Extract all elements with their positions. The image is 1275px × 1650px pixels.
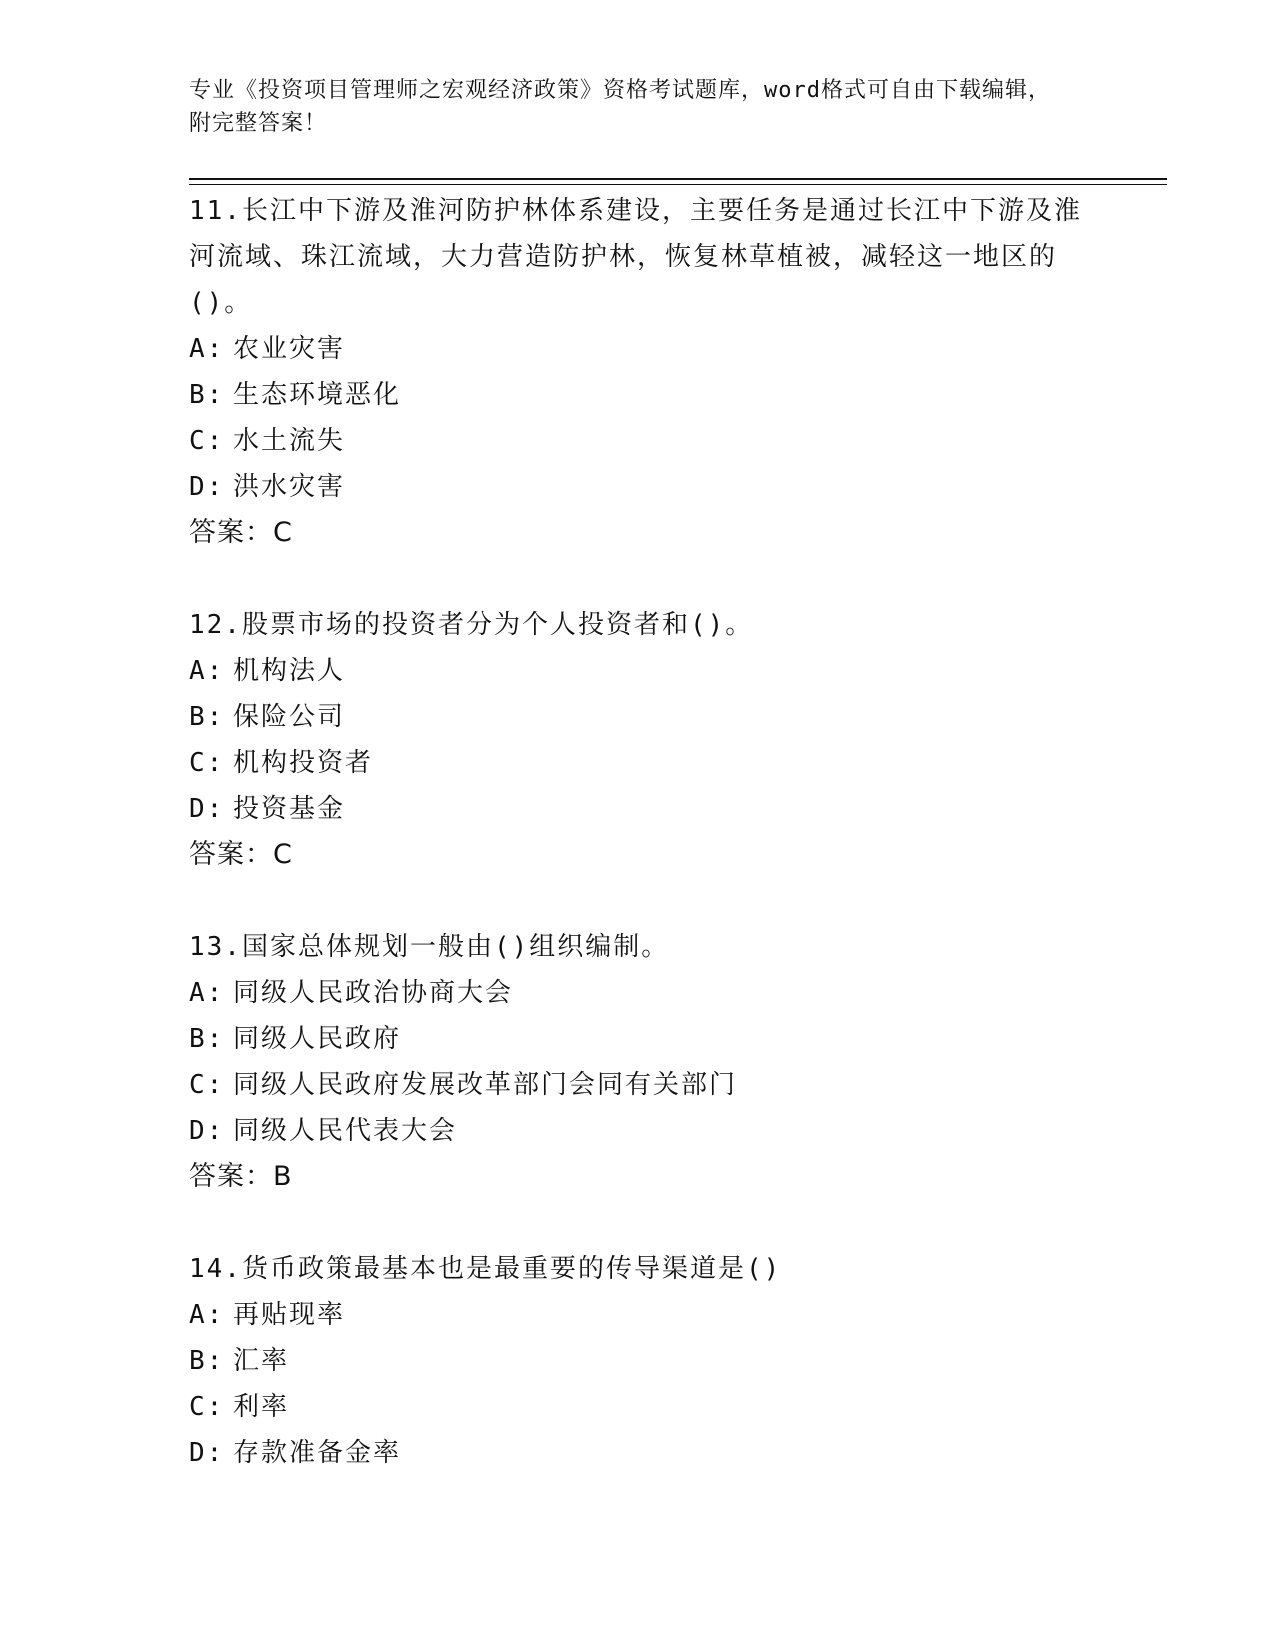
option-text: 机构投资者 <box>233 748 374 778</box>
answer-line: 答案：B <box>189 1161 293 1192</box>
option-c <box>189 740 1089 786</box>
option-letter: D: <box>189 1116 225 1146</box>
question-12 <box>189 602 1089 878</box>
option-letter: B: <box>189 702 225 732</box>
option-letter: A: <box>189 978 225 1008</box>
option-letter: B: <box>189 1346 225 1376</box>
option-a <box>189 1292 1089 1338</box>
option-d <box>189 1108 1089 1154</box>
option-text: 水土流失 <box>233 426 346 456</box>
option-b <box>189 1338 1089 1384</box>
option-a <box>189 326 1089 372</box>
option-text: 存款准备金率 <box>233 1438 402 1468</box>
option-text: 再贴现率 <box>233 1300 346 1330</box>
option-text: 利率 <box>233 1392 290 1422</box>
option-c <box>189 1062 1089 1108</box>
option-d <box>189 464 1089 510</box>
document-header: 专业《投资项目管理师之宏观经济政策》资格考试题库，word格式可自由下载编辑，附完整答案！ <box>189 78 1051 136</box>
option-a <box>189 648 1089 694</box>
option-letter: C: <box>189 1070 225 1100</box>
option-b <box>189 1016 1089 1062</box>
header-rule-thick <box>189 178 1167 180</box>
option-text: 同级人民代表大会 <box>233 1116 458 1146</box>
question-stem: 13.国家总体规划一般由()组织编制。 <box>189 932 670 962</box>
question-stem: 14.货币政策最基本也是最重要的传导渠道是() <box>189 1254 782 1284</box>
option-text: 生态环境恶化 <box>233 380 402 410</box>
option-letter: C: <box>189 1392 225 1422</box>
header-rule-thin <box>189 184 1167 185</box>
option-c <box>189 1384 1089 1430</box>
question-14 <box>189 1246 1089 1476</box>
option-letter: A: <box>189 656 225 686</box>
option-a <box>189 970 1089 1016</box>
option-text: 同级人民政治协商大会 <box>233 978 514 1008</box>
option-letter: C: <box>189 426 225 456</box>
question-stem: 11.长江中下游及淮河防护林体系建设，主要任务是通过长江中下游及淮河流域、珠江流域，大力营造防护林，恢复林草植被，减轻这一地区的()。 <box>189 196 1082 318</box>
option-letter: C: <box>189 748 225 778</box>
question-11 <box>189 188 1089 556</box>
question-list <box>189 188 1089 1522</box>
option-text: 洪水灾害 <box>233 472 346 502</box>
option-text: 汇率 <box>233 1346 290 1376</box>
option-letter: B: <box>189 1024 225 1054</box>
option-d <box>189 1430 1089 1476</box>
option-letter: D: <box>189 1438 225 1468</box>
option-c <box>189 418 1089 464</box>
option-letter: D: <box>189 794 225 824</box>
option-d <box>189 786 1089 832</box>
option-b <box>189 694 1089 740</box>
option-letter: A: <box>189 1300 225 1330</box>
option-letter: D: <box>189 472 225 502</box>
option-text: 保险公司 <box>233 702 346 732</box>
question-stem: 12.股票市场的投资者分为个人投资者和()。 <box>189 610 754 640</box>
option-b <box>189 372 1089 418</box>
option-text: 农业灾害 <box>233 334 346 364</box>
option-text: 机构法人 <box>233 656 346 686</box>
option-letter: A: <box>189 334 225 364</box>
answer-line: 答案：C <box>189 517 293 548</box>
option-text: 同级人民政府发展改革部门会同有关部门 <box>233 1070 738 1100</box>
answer-line: 答案：C <box>189 839 293 870</box>
option-text: 同级人民政府 <box>233 1024 402 1054</box>
question-13 <box>189 924 1089 1200</box>
option-text: 投资基金 <box>233 794 346 824</box>
option-letter: B: <box>189 380 225 410</box>
